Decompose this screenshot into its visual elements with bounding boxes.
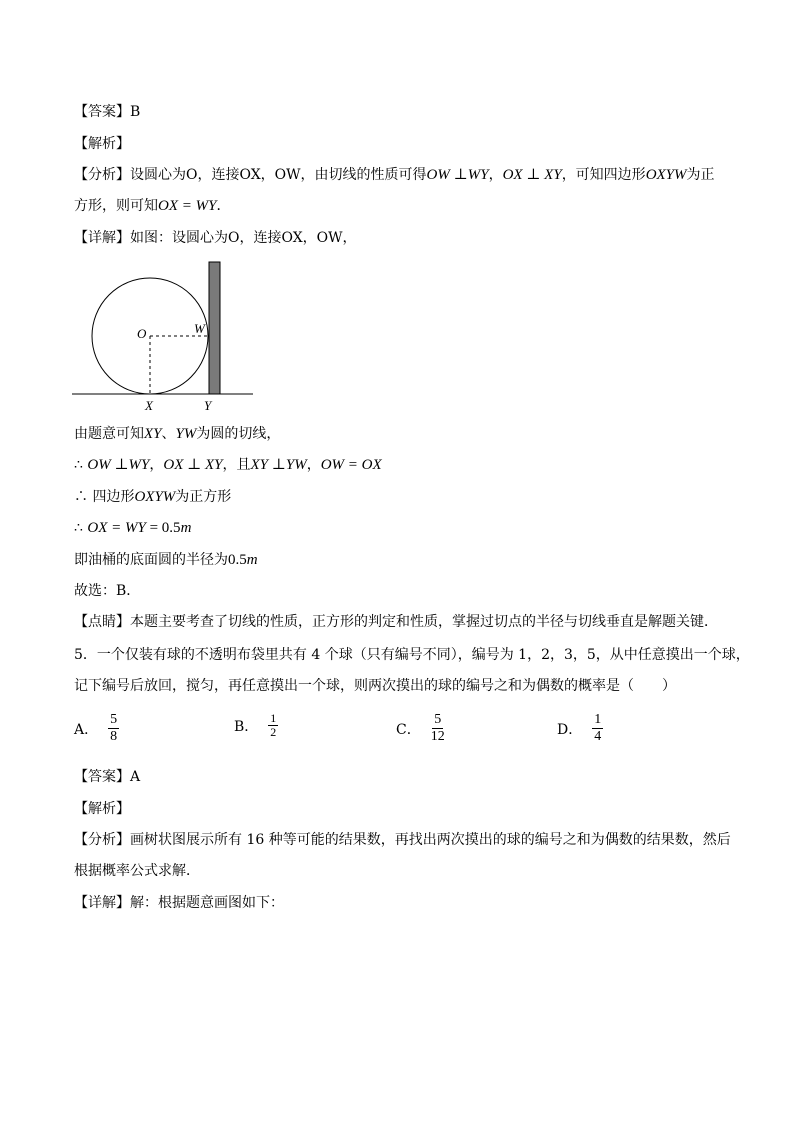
- q5-option-d[interactable]: [557, 712, 603, 745]
- fenxi-text: ，可知四边形: [561, 167, 646, 183]
- xiangjie-text: 如图：设圆心为O，连接OX，OW，: [130, 230, 357, 246]
- text: 即油桶的底面圆的半径为: [74, 552, 228, 568]
- denominator: 2: [270, 725, 277, 739]
- tangent-circle-figure: [70, 258, 260, 418]
- q4-line-d: [74, 518, 191, 538]
- numerator: 5: [434, 712, 442, 727]
- option-fraction: [268, 712, 278, 739]
- label-o: O: [137, 326, 147, 341]
- q4-line-b: [74, 455, 382, 475]
- fenxi-text: 设圆心为O，连接OX，OW，由切线的性质可得: [130, 167, 427, 183]
- xiangjie-tag: 【详解】: [74, 895, 130, 911]
- denominator: 12: [430, 729, 445, 744]
- numerator: 1: [270, 711, 277, 725]
- math-ox-perp-xy: OX ⊥ XY: [502, 167, 562, 183]
- fenxi-text: 为正: [686, 167, 715, 183]
- q5-answer-line: [74, 767, 140, 787]
- label-x: X: [145, 398, 153, 413]
- text: ，: [149, 457, 164, 473]
- option-fraction: [431, 712, 445, 745]
- math-ow-eq-ox: OW = OX: [320, 457, 382, 473]
- option-label: D．: [557, 721, 583, 738]
- math-xy-perp-yw: XY ⊥YW: [250, 457, 307, 473]
- q5-xiangjie-line: [74, 893, 284, 913]
- text: 由题意可知: [74, 426, 144, 442]
- radius-unit: m: [246, 552, 258, 568]
- therefore-symbol: ∴: [74, 520, 83, 536]
- q4-dianjing-line: [74, 612, 718, 632]
- q4-line-a: [74, 424, 280, 444]
- math-eq-value: = 0.5: [145, 520, 181, 536]
- q4-conclusion: 故选：B．: [74, 583, 141, 599]
- math-ow-perp-wy: OW ⊥WY: [87, 457, 150, 473]
- option-label: C．: [396, 721, 421, 738]
- answer-tag: 【答案】: [74, 769, 130, 785]
- math-ox-perp-xy: OX ⊥ XY: [163, 457, 223, 473]
- denominator: 4: [594, 729, 602, 744]
- text: 为正方形: [175, 489, 232, 505]
- wall-bar: [209, 262, 220, 394]
- q5-analysis-tag: 【解析】: [74, 801, 130, 817]
- comma: ，: [488, 167, 503, 183]
- therefore-symbol: ∴: [74, 489, 88, 505]
- math-unit-m: m: [180, 520, 192, 536]
- text: 为圆的切线，: [196, 426, 281, 442]
- q4-line-e: [74, 550, 258, 570]
- q4-fenxi-line1: [74, 165, 715, 185]
- q5-stem-line2: 记下编号后放回，搅匀，再任意摸出一个球，则两次摸出的球的编号之和为偶数的概率是（ ）: [74, 678, 676, 694]
- q4-line-c: [74, 487, 231, 507]
- q4-xiangjie-line: [74, 228, 357, 248]
- math-oxyw: OXYW: [645, 167, 687, 183]
- math-ox-eq-wy: OX = WY: [158, 198, 217, 214]
- answer-tag: 【答案】: [74, 104, 130, 120]
- q4-fenxi-line2: [74, 196, 230, 216]
- fenxi-tag: 【分析】: [74, 832, 130, 848]
- math-xy: XY: [144, 426, 162, 442]
- math-ox-eq-wy: OX = WY: [87, 520, 146, 536]
- dianjing-text: 本题主要考查了切线的性质，正方形的判定和性质，掌握过切点的半径与切线垂直是解题关键．: [130, 614, 718, 630]
- answer-value: B: [130, 104, 141, 120]
- q5-fenxi-line2: 根据概率公式求解．: [74, 863, 200, 879]
- radius-value: 0.5: [228, 552, 247, 568]
- answer-value: A: [130, 769, 141, 785]
- option-label: B．: [234, 718, 259, 735]
- text: ，且: [222, 457, 251, 473]
- text: ，: [306, 457, 321, 473]
- text: 、: [161, 426, 176, 442]
- q5-fenxi-line1: [74, 830, 731, 850]
- dianjing-tag: 【点睛】: [74, 614, 130, 630]
- option-fraction: [108, 712, 119, 745]
- label-w: W: [194, 321, 205, 336]
- q4-answer-line: [74, 102, 140, 122]
- numerator: 1: [594, 712, 602, 727]
- q5-option-b[interactable]: [234, 712, 278, 739]
- xiangjie-text: 解：根据题意画图如下：: [130, 895, 284, 911]
- text: 四边形: [92, 489, 135, 505]
- xiangjie-tag: 【详解】: [74, 230, 130, 246]
- option-fraction: [592, 712, 603, 745]
- q5-stem-line1: 5．一个仅装有球的不透明布袋里共有 4 个球（只有编号不同），编号为 1，2，3，5，从中任意摸出一个球，: [74, 647, 750, 663]
- period: ．: [216, 198, 231, 214]
- q5-option-c[interactable]: [396, 712, 445, 745]
- q5-option-a[interactable]: [74, 712, 119, 745]
- therefore-symbol: ∴: [74, 457, 83, 473]
- denominator: 8: [110, 729, 118, 744]
- math-oxyw: OXYW: [134, 489, 176, 505]
- label-y: Y: [204, 398, 212, 413]
- fenxi-text: 画树状图展示所有 16 种等可能的结果数，再找出两次摸出的球的编号之和为偶数的结果数，然后: [130, 832, 731, 848]
- math-yw: YW: [175, 426, 197, 442]
- fenxi-text: 方形，则可知: [74, 198, 158, 214]
- numerator: 5: [110, 712, 118, 727]
- option-label: A．: [74, 721, 99, 738]
- fenxi-tag: 【分析】: [74, 167, 130, 183]
- math-ow-perp-wy: OW ⊥WY: [426, 167, 489, 183]
- q4-analysis-tag: 【解析】: [74, 136, 130, 152]
